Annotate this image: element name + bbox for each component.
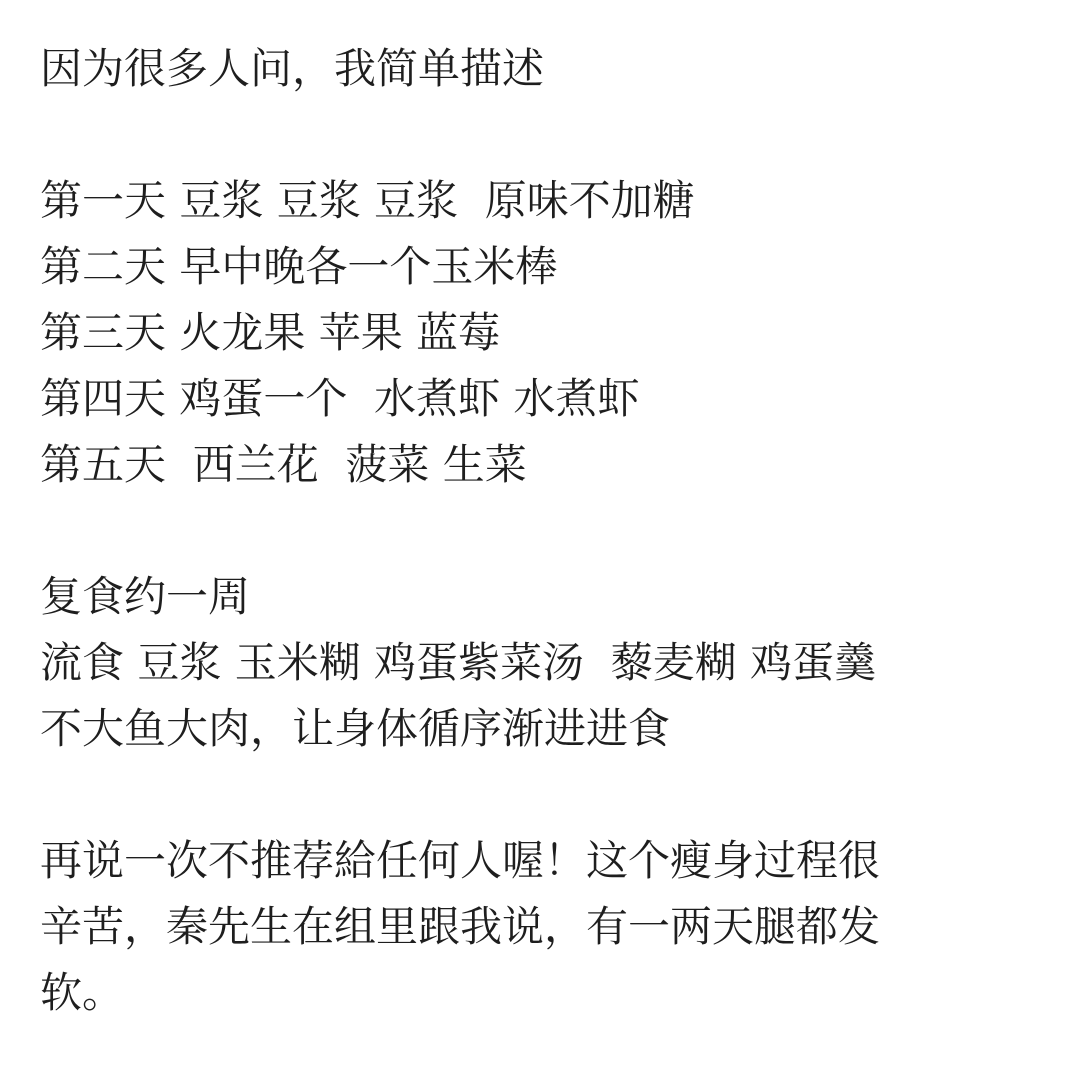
day-3-line: 第三天 火龙果 苹果 蓝莓 <box>40 308 501 357</box>
refeed-heading: 复食约一周 <box>40 572 251 621</box>
post-body <box>40 36 1040 1026</box>
closing-line-1: 再说一次不推荐給任何人喔！这个瘦身过程很 <box>40 836 881 885</box>
closing-line-2: 辛苦，秦先生在组里跟我说，有一两天腿都发 <box>40 902 881 951</box>
paragraph-gap <box>40 762 1040 828</box>
day-1-line: 第一天 豆浆 豆浆 豆浆 原味不加糖 <box>40 176 695 225</box>
refeed-advice-line: 不大鱼大肉，让身体循序渐进进食 <box>40 704 671 753</box>
paragraph-gap <box>40 102 1040 168</box>
intro-line: 因为很多人问，我简单描述 <box>40 44 545 93</box>
paragraph-gap <box>40 498 1040 564</box>
day-4-line: 第四天 鸡蛋一个 水煮虾 水煮虾 <box>40 374 640 423</box>
closing-line-3: 软。 <box>40 968 125 1017</box>
day-5-line: 第五天 西兰花 菠菜 生菜 <box>40 440 527 489</box>
refeed-foods-line: 流食 豆浆 玉米糊 鸡蛋紫菜汤 藜麦糊 鸡蛋羹 <box>40 638 877 687</box>
day-2-line: 第二天 早中晚各一个玉米棒 <box>40 242 558 291</box>
